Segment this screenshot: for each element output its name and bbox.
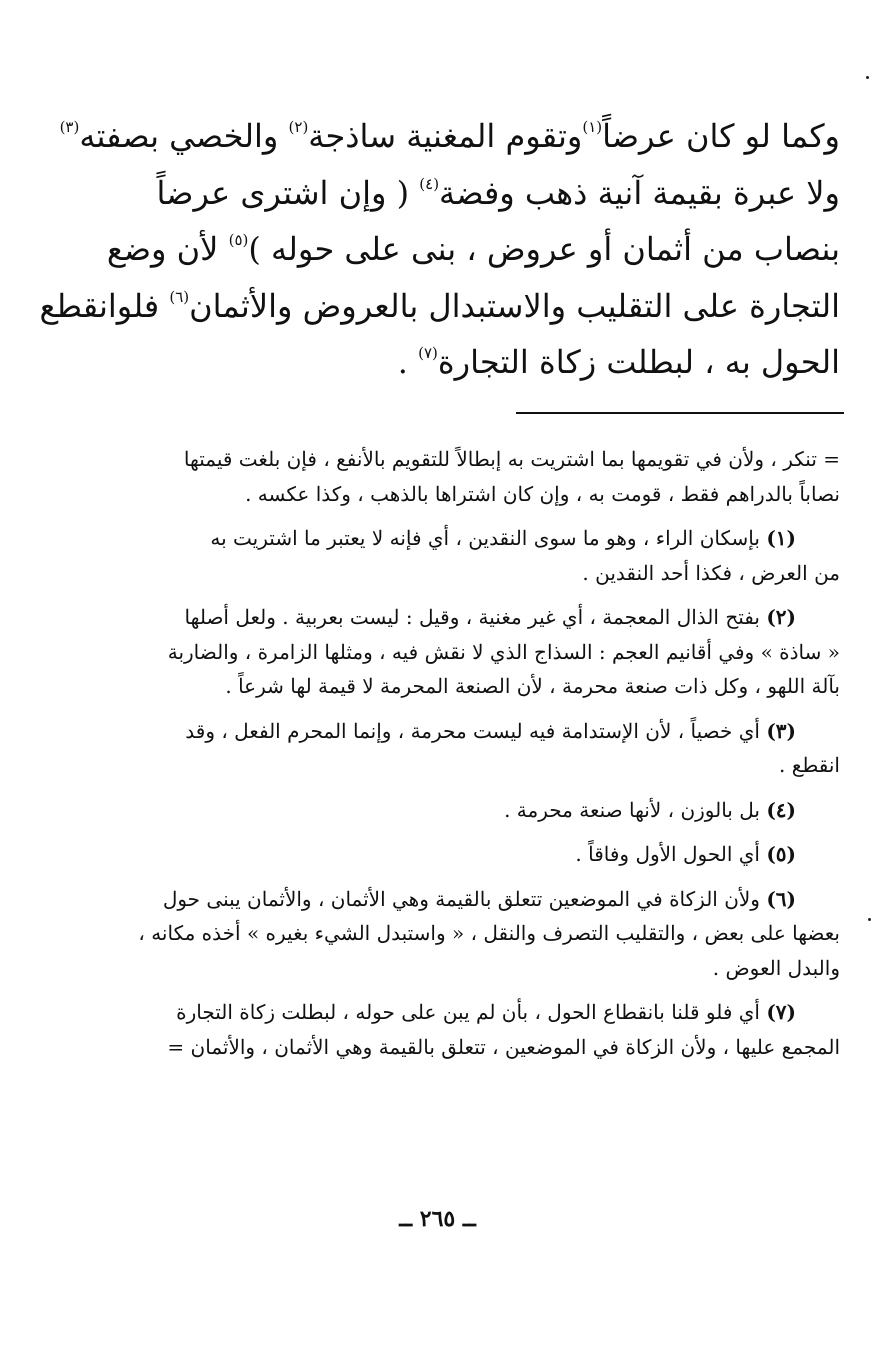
footnote-marker: (٧)	[418, 344, 438, 362]
footnote-line: = تنكر ، ولأن في تقويمها بما اشتريت به إبطالاً للتقويم بالأنفع ، فإن بلغت قيمتها	[183, 447, 840, 471]
footnote-number: (٥)	[766, 842, 796, 866]
footnote-line	[112, 714, 840, 749]
footnote-text: بفتح الذال المعجمة ، أي غير مغنية ، وقيل : ليست بعربية . ولعل أصلها	[184, 605, 767, 629]
main-text-line	[39, 278, 840, 335]
footnote-line: والبدل العوض .	[712, 955, 840, 980]
footnote-line	[112, 600, 840, 635]
footnote-text: أي الحول الأول وفاقاً .	[575, 842, 767, 866]
footnote-text: أي خصياً ، لأن الإستدامة فيه ليست محرمة ، وإنما المحرم الفعل ، وقد	[185, 718, 767, 743]
main-text-line	[59, 108, 840, 165]
footnote-line	[112, 837, 840, 872]
main-text-segment: لأن وضع	[106, 230, 229, 268]
main-text-segment: بنصاب من أثمان أو عروض ، بنى على حوله )	[248, 230, 840, 268]
footnote-number: (٦)	[766, 886, 796, 911]
footnote-4	[112, 793, 840, 828]
scan-speck	[868, 918, 871, 921]
page-number: ــ ٢٦٥ ــ	[399, 1206, 476, 1232]
footnote-line: انقطع .	[778, 753, 840, 777]
footnote-number: (٢)	[766, 605, 796, 629]
footnote-line: بعضها على بعض ، والتقليب التصرف والنقل ، « واستبدل الشيء بغيره » أخذه مكانه ،	[138, 921, 840, 945]
footnote-marker: (١)	[582, 118, 603, 136]
main-text-segment: .	[397, 343, 419, 381]
main-text-line	[100, 165, 840, 222]
footnote-2	[112, 600, 840, 704]
footnote-5	[112, 837, 840, 872]
main-text-segment: التجارة على التقليب والاستبدال بالعروض والأثمان	[189, 286, 840, 325]
main-text-line	[100, 221, 840, 278]
main-text-segment: وتقوم المغنية ساذجة	[308, 117, 583, 155]
footnotes-section	[112, 442, 840, 1074]
footnote-marker: (٣)	[59, 118, 80, 136]
footnote-line	[112, 793, 840, 828]
footnote-marker: (٢)	[288, 118, 309, 136]
footnote-text: بإسكان الراء ، وهو ما سوى النقدين ، أي فإنه لا يعتبر ما اشتريت به	[210, 526, 767, 550]
main-text-segment: والخصي بصفته	[79, 117, 289, 155]
footnote-number: (١)	[766, 526, 796, 550]
footnote-line: « ساذة » وفي أقانيم العجم : السذاج الذي لا نقش فيه ، ومثلها الزامرة ، والضاربة	[167, 639, 840, 664]
footnote-1	[112, 521, 840, 590]
main-text-segment: الحول به ، لبطلت زكاة التجارة	[437, 343, 840, 381]
footnote-number: (٤)	[766, 797, 796, 822]
main-text	[39, 108, 840, 391]
footnote-line: نصاباً بالدراهم فقط ، قومت به ، وإن كان اشتراها بالذهب ، وكذا عكسه .	[245, 481, 840, 506]
footnote-continuation	[112, 442, 840, 511]
footnote-text: ولأن الزكاة في الموضعين تتعلق بالقيمة وهي الأثمان ، والأثمان يبنى حول	[162, 886, 767, 911]
footnote-marker: (٤)	[419, 174, 440, 193]
footnote-line	[112, 882, 840, 917]
footnote-line: المجمع عليها ، ولأن الزكاة في الموضعين ، تتعلق بالقيمة وهي الأثمان ، والأثمان =	[167, 1034, 840, 1059]
footnote-marker: (٥)	[228, 231, 249, 249]
footnote-6	[112, 882, 840, 986]
footnote-line	[112, 995, 840, 1030]
main-text-segment: ( وإن اشترى عرضاً	[156, 173, 420, 212]
main-text-line	[100, 334, 840, 391]
main-text-segment: وكما لو كان عرضاً	[602, 117, 840, 155]
main-text-segment: ولا عبرة بقيمة آنية ذهب وفضة	[439, 173, 840, 212]
footnote-number: (٧)	[766, 1000, 796, 1024]
main-text-segment: فلوانقطع	[39, 286, 170, 325]
footnote-text: أي فلو قلنا بانقطاع الحول ، بأن لم يبن على حوله ، لبطلت زكاة التجارة	[176, 1000, 767, 1024]
footnote-text: بل بالوزن ، لأنها صنعة محرمة .	[504, 797, 767, 822]
footnote-number: (٣)	[766, 718, 796, 743]
footnote-line	[112, 521, 840, 556]
footnote-separator	[516, 412, 844, 414]
footnote-marker: (٦)	[169, 287, 190, 306]
footnote-line: من العرض ، فكذا أحد النقدين .	[582, 560, 840, 585]
footnote-line: بآلة اللهو ، وكل ذات صنعة محرمة ، لأن الصنعة المحرمة لا قيمة لها شرعاً .	[225, 674, 840, 698]
footnote-7	[112, 995, 840, 1064]
footnote-3	[112, 714, 840, 783]
scan-speck	[866, 76, 869, 79]
